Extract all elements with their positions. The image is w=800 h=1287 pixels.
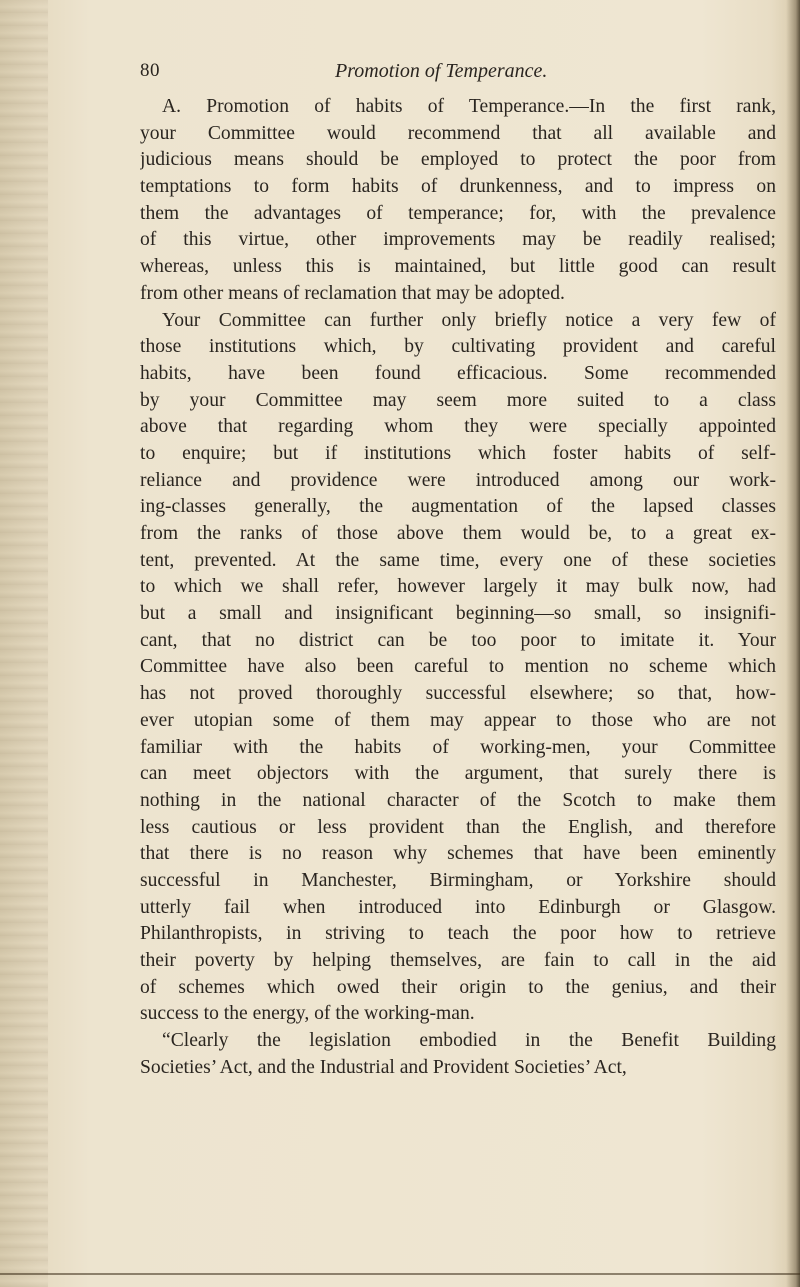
book-gutter-shadow	[0, 0, 48, 1287]
running-title: Promotion of Temperance.	[335, 60, 548, 82]
text-line: to which we shall refer, however largely it may bulk now, had	[140, 576, 776, 598]
text-line: has not proved thoroughly successful elsewhere; so that, how-	[140, 683, 776, 705]
text-line: by your Committee may seem more suited to a class	[140, 389, 776, 411]
text-line: tent, prevented. At the same time, every one of these societies	[140, 549, 776, 571]
text-line: less cautious or less provident than the English, and therefore	[140, 816, 776, 838]
text-line: above that regarding whom they were specially appointed	[140, 416, 776, 438]
text-line: ing-classes generally, the augmentation of the lapsed classes	[140, 496, 776, 518]
text-line: those institutions which, by cultivating provident and careful	[140, 336, 776, 358]
text-line: from other means of reclamation that may be adopted.	[140, 282, 565, 304]
text-line: can meet objectors with the argument, that surely there is	[140, 763, 776, 785]
page-bottom-edge	[0, 1273, 800, 1275]
text-line: utterly fail when introduced into Edinburgh or Glasgow.	[140, 896, 776, 918]
running-head	[140, 60, 740, 90]
text-line: your Committee would recommend that all available and	[140, 122, 776, 144]
text-line: success to the energy, of the working-man.	[140, 1003, 475, 1025]
page-number: 80	[140, 60, 160, 81]
text-line: to enquire; but if institutions which foster habits of self-	[140, 442, 776, 464]
text-line: A. Promotion of habits of Temperance.—In the first rank,	[162, 96, 776, 117]
text-line: of this virtue, other improvements may be readily realised;	[140, 229, 776, 251]
text-line: successful in Manchester, Birmingham, or Yorkshire should	[140, 869, 776, 891]
page-edge-shadow	[786, 0, 800, 1287]
text-line: Committee have also been careful to mention no scheme which	[140, 656, 776, 678]
text-line: cant, that no district can be too poor to imitate it. Your	[140, 629, 776, 651]
text-line: of schemes which owed their origin to the genius, and their	[140, 976, 776, 998]
text-line: Philanthropists, in striving to teach the poor how to retrieve	[140, 923, 776, 945]
text-line: familiar with the habits of working-men, your Committee	[140, 736, 776, 758]
text-line: that there is no reason why schemes that have been eminently	[140, 843, 776, 865]
text-line: temptations to form habits of drunkenness, and to impress on	[140, 176, 776, 198]
text-line: ever utopian some of them may appear to those who are not	[140, 709, 776, 731]
text-line: their poverty by helping themselves, are fain to call in the aid	[140, 950, 776, 971]
text-line: but a small and insignificant beginning—so small, so insignifi-	[140, 603, 776, 625]
text-line: from the ranks of those above them would be, to a great ex-	[140, 523, 776, 544]
text-line: them the advantages of temperance; for, with the prevalence	[140, 202, 776, 224]
text-line: “Clearly the legislation embodied in the Benefit Building	[162, 1030, 776, 1052]
body-text	[140, 94, 776, 1081]
text-line: judicious means should be employed to protect the poor from	[140, 149, 776, 171]
text-line: habits, have been found efficacious. Some recommended	[140, 362, 776, 384]
text-line: Your Committee can further only briefly notice a very few of	[162, 309, 776, 331]
text-line: whereas, unless this is maintained, but little good can result	[140, 256, 776, 278]
text-line: reliance and providence were introduced among our work-	[140, 469, 776, 491]
text-line: nothing in the national character of the Scotch to make them	[140, 789, 776, 811]
text-line: Societies’ Act, and the Industrial and Provident Societies’ Act,	[140, 1056, 627, 1078]
